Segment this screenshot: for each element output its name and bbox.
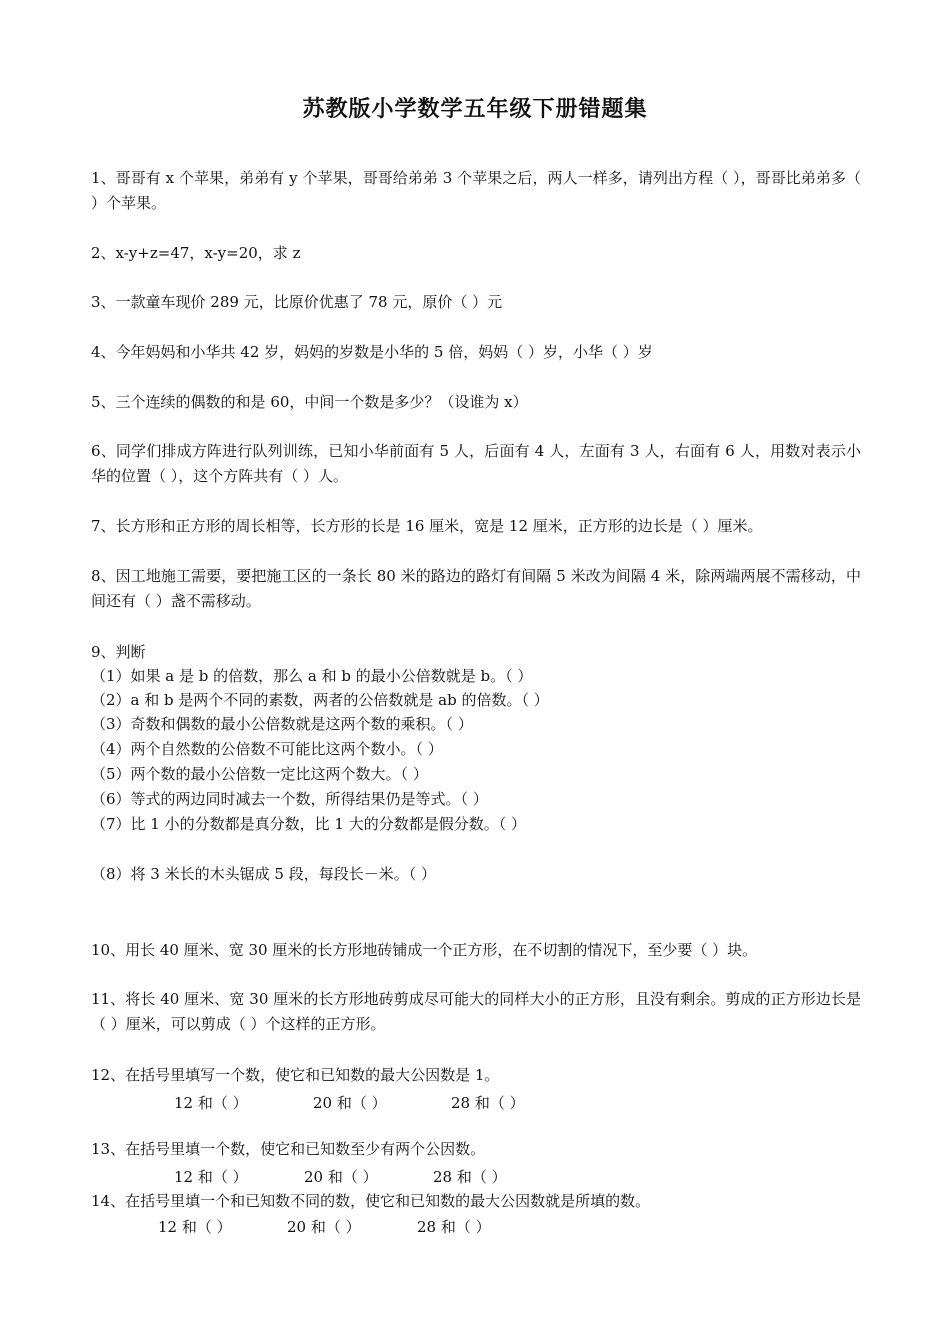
blank-28: 28 和（ ） (433, 1168, 507, 1186)
blank-28: 28 和（ ） (417, 1218, 491, 1236)
question-13-blanks (0, 1166, 950, 1188)
blank-20: 20 和（ ） (313, 1094, 387, 1112)
question-12: 12、在括号里填写一个数，使它和已知数的最大公因数是 1。 (91, 1066, 500, 1084)
judge-item-2: （2）a 和 b 是两个不同的素数，两者的公倍数就是 ab 的倍数。（ ） (91, 691, 549, 709)
judge-item-4: （4）两个自然数的公倍数不可能比这两个数小。（ ） (91, 740, 443, 758)
question-5: 5、三个连续的偶数的和是 60，中间一个数是多少？（设谁为 x） (91, 393, 528, 411)
blank-28: 28 和（ ） (451, 1094, 525, 1112)
question-6: 6、同学们排成方阵进行队列训练，已知小华前面有 5 人，后面有 4 人，左面有 3 人，右面有 6 人，用数对表示小华的位置（ ），这个方阵共有（ ）人。 (91, 442, 861, 485)
blank-20: 20 和（ ） (287, 1218, 361, 1236)
question-8: 8、因工地施工需要，要把施工区的一条长 80 米的路边的路灯有间隔 5 米改为间隔 4 米，除两端两展不需移动，中间还有（ ）盏不需移动。 (91, 567, 861, 610)
question-13: 13、在括号里填一个数，使它和已知数至少有两个公因数。 (91, 1140, 486, 1158)
blank-20: 20 和（ ） (304, 1168, 378, 1186)
judge-item-5: （5）两个数的最小公倍数一定比这两个数大。（ ） (91, 765, 428, 783)
question-4: 4、今年妈妈和小华共 42 岁，妈妈的岁数是小华的 5 倍，妈妈（ ）岁，小华（ ）岁 (91, 343, 653, 361)
question-2: 2、x-y+z=47，x-y=20，求 z (91, 244, 301, 262)
question-11: 11、将长 40 厘米、宽 30 厘米的长方形地砖剪成尽可能大的同样大小的正方形，且没有剩余。剪成的正方形边长是（ ）厘米，可以剪成（ ）个这样的正方形。 (91, 990, 861, 1033)
judge-item-8: （8）将 3 米长的木头锯成 5 段，每段长－米。（ ） (91, 865, 436, 883)
question-1: 1、哥哥有 x 个苹果，弟弟有 y 个苹果，哥哥给弟弟 3 个苹果之后，两人一样多，请列出方程（ ），哥哥比弟弟多（ ）个苹果。 (91, 169, 861, 212)
judge-item-1: （1）如果 a 是 b 的倍数，那么 a 和 b 的最小公倍数就是 b。（ ） (91, 667, 533, 685)
blank-12: 12 和（ ） (174, 1094, 248, 1112)
question-3: 3、一款童车现价 289 元，比原价优惠了 78 元，原价（ ）元 (91, 293, 503, 311)
judge-item-7: （7）比 1 小的分数都是真分数，比 1 大的分数都是假分数。（ ） (91, 815, 526, 833)
question-12-blanks (0, 1092, 950, 1114)
blank-12: 12 和（ ） (158, 1218, 232, 1236)
question-7: 7、长方形和正方形的周长相等，长方形的长是 16 厘米，宽是 12 厘米，正方形的边长是（ ）厘米。 (91, 517, 763, 535)
question-14-blanks (0, 1216, 950, 1238)
judge-item-3: （3）奇数和偶数的最小公倍数就是这两个数的乘积。（ ） (91, 715, 473, 733)
blank-12: 12 和（ ） (174, 1168, 248, 1186)
judge-item-6: （6）等式的两边同时减去一个数，所得结果仍是等式。（ ） (91, 790, 488, 808)
page-title: 苏教版小学数学五年级下册错题集 (302, 97, 648, 122)
question-14: 14、在括号里填一个和已知数不同的数，使它和已知数的最大公因数就是所填的数。 (91, 1192, 651, 1210)
question-9-heading: 9、判断 (91, 643, 146, 661)
question-10: 10、用长 40 厘米、宽 30 厘米的长方形地砖铺成一个正方形，在不切割的情况下，至少要（ ）块。 (91, 941, 758, 959)
